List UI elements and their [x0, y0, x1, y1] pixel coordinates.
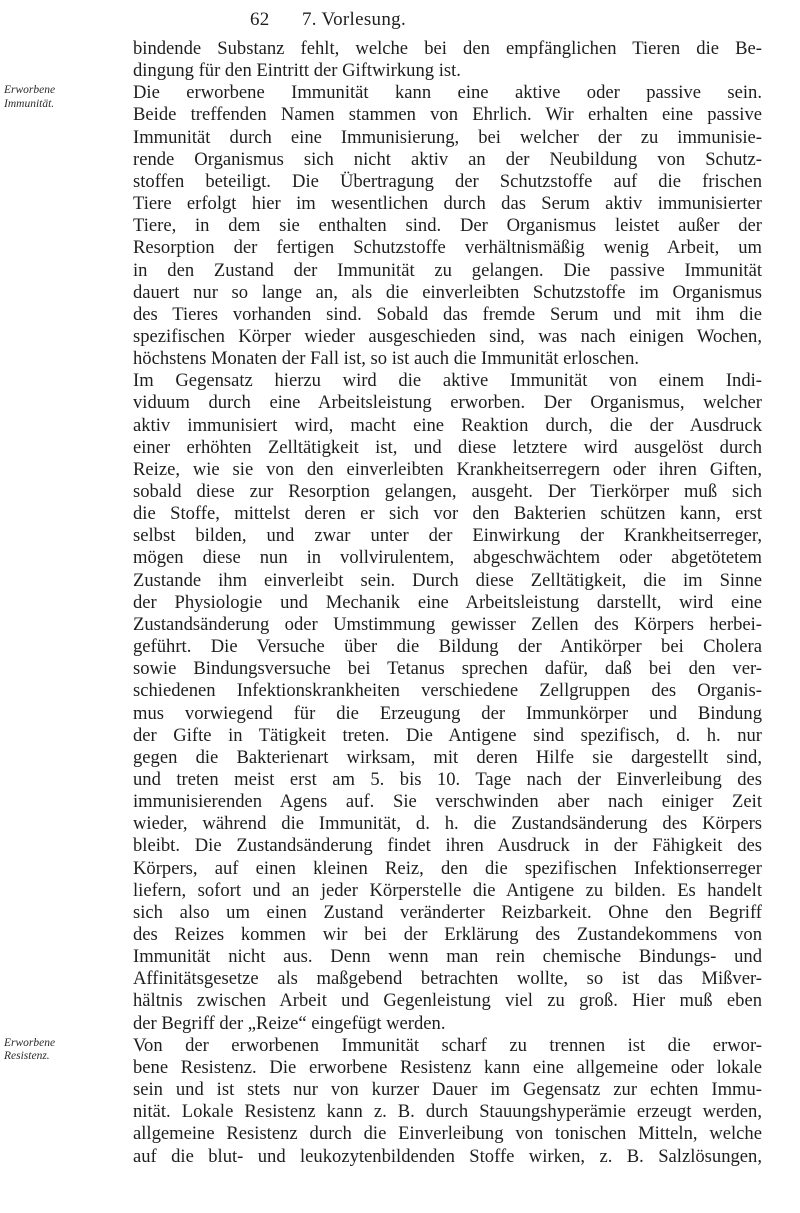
text-line: der Gifte in Tätigkeit treten. Die Antigene sind spezifisch, d. h. nur	[133, 724, 762, 746]
text-line: Körpers, auf einen kleinen Reiz, den die spezifischen Infektionserreger	[133, 857, 762, 879]
margin-note-line: Erworbene	[4, 1036, 56, 1049]
text-line: sich also um einen Zustand veränderter Reizbarkeit. Ohne den Begriff	[133, 901, 762, 923]
text-line: rende Organismus sich nicht aktiv an der Neubildung von Schutz-	[133, 148, 762, 170]
text-line: und treten meist erst am 5. bis 10. Tage nach der Einverleibung des	[133, 768, 762, 790]
text-line: viduum durch eine Arbeitsleistung erworben. Der Organismus, welcher	[133, 392, 762, 414]
running-header	[250, 9, 730, 33]
text-line: mögen diese nun in vollvirulentem, abgeschwächtem oder abgetötetem	[133, 547, 762, 569]
text-line: Zustandsänderung oder Umstimmung gewisser Zellen des Körpers herbei-	[133, 613, 762, 635]
margin-note-line: Immunität.	[4, 97, 55, 110]
text-line: sein und ist stets nur von kurzer Dauer im Gegensatz zur echten Immu-	[133, 1079, 762, 1101]
text-line: einer erhöhten Zelltätigkeit ist, und diese letztere wird ausgelöst durch	[133, 436, 762, 458]
page-number: 62	[250, 9, 270, 30]
text-line: stoffen beteiligt. Die Übertragung der Schutzstoffe auf die frischen	[133, 170, 762, 192]
text-line: spezifischen Körper wieder ausgeschieden sind, was nach einigen Wochen,	[133, 325, 762, 347]
text-line: Resorption der fertigen Schutzstoffe verhältnismäßig wenig Arbeit, um	[133, 237, 762, 259]
text-line: Immunität nicht aus. Denn wenn man rein chemische Bindungs- und	[133, 946, 762, 968]
text-line: sobald diese zur Resorption gelangen, ausgeht. Der Tierkörper muß sich	[133, 481, 762, 502]
text-line: auf die blut- und leukozytenbildenden Stoffe wirken, z. B. Salzlösungen,	[133, 1145, 762, 1167]
text-line: höchstens Monaten der Fall ist, so ist auch die Immunität erloschen.	[133, 348, 640, 370]
text-line: hältnis zwischen Arbeit und Gegenleistung viel zu groß. Hier muß eben	[133, 990, 762, 1012]
text-line: Affinitätsgesetze als maßgebend betrachten wollte, so ist das Mißver-	[133, 968, 762, 990]
text-line: nität. Lokale Resistenz kann z. B. durch Stauungshyperämie erzeugt werden,	[133, 1101, 762, 1123]
text-line: der Physiologie und Mechanik eine Arbeitsleistung darstellt, wird eine	[133, 591, 762, 613]
margin-note	[4, 1037, 132, 1064]
margin-note-line: Resistenz.	[4, 1050, 50, 1063]
text-line: der Begriff der „Reize“ eingefügt werden.	[133, 1012, 446, 1034]
margin-note	[4, 84, 132, 111]
text-line: aktiv immunisiert wird, macht eine Reaktion durch, die der Ausdruck	[133, 414, 762, 436]
text-line: immunisierenden Agens auf. Sie verschwinden aber nach einiger Zeit	[133, 791, 762, 813]
text-line: dauert nur so lange an, als die einverleibten Schutzstoffe im Organismus	[133, 281, 762, 303]
text-line: Die erworbene Immunität kann eine aktive oder passive sein.	[133, 82, 762, 104]
text-line: allgemeine Resistenz durch die Einverleibung von tonischen Mitteln, welche	[133, 1123, 762, 1145]
text-line: des Reizes kommen wir bei der Erklärung des Zustandekommens von	[133, 924, 762, 945]
text-line: des Tieres vorhanden sind. Sobald das fremde Serum und mit ihm die	[133, 303, 762, 325]
text-line: Tiere erfolgt hier im wesentlichen durch das Serum aktiv immunisierter	[133, 193, 762, 215]
text-line: Reize, wie sie von den einverleibten Krankheitserregern oder ihren Giften,	[133, 458, 762, 480]
text-line: Tiere, in dem sie enthalten sind. Der Organismus leistet außer der	[133, 215, 762, 237]
text-line: bene Resistenz. Die erworbene Resistenz kann eine allgemeine oder lokale	[133, 1056, 762, 1078]
text-line: dingung für den Eintritt der Giftwirkung ist.	[133, 60, 461, 82]
text-line: mus vorwiegend für die Erzeugung der Immunkörper und Bindung	[133, 702, 762, 724]
text-line: geführt. Die Versuche über die Bildung der Antikörper bei Cholera	[133, 636, 762, 658]
text-line: gegen die Bakterienart wirksam, mit deren Hilfe sie dargestellt sind,	[133, 746, 762, 768]
text-line: bleibt. Die Zustandsänderung findet ihren Ausdruck in der Fähigkeit des	[133, 835, 762, 857]
text-line: in den Zustand der Immunität zu gelangen. Die passive Immunität	[133, 259, 762, 281]
text-line: Zustande ihm einverleibt sein. Durch diese Zelltätigkeit, die im Sinne	[133, 569, 762, 591]
text-line: sowie Bindungsversuche bei Tetanus sprechen dafür, daß bei den ver-	[133, 658, 762, 680]
chapter-title: 7. Vorlesung.	[302, 9, 407, 30]
text-line: liefern, sofort und an jeder Körperstelle die Antigene zu bilden. Es handelt	[133, 879, 762, 901]
text-line: Im Gegensatz hierzu wird die aktive Immunität von einem Indi-	[133, 370, 762, 392]
text-line: Von der erworbenen Immunität scharf zu trennen ist die erwor-	[133, 1034, 762, 1056]
text-line: bindende Substanz fehlt, welche bei den empfänglichen Tieren die Be-	[133, 38, 762, 59]
text-line: Immunität durch eine Immunisierung, bei welcher der zu immunisie-	[133, 126, 762, 148]
margin-note-line: Erworbene	[4, 84, 56, 97]
text-line: Beide treffenden Namen stammen von Ehrlich. Wir erhalten eine passive	[133, 104, 762, 126]
text-line: die Stoffe, mittelst deren er sich vor den Bakterien schützen kann, erst	[133, 503, 762, 525]
text-line: wieder, während die Immunität, d. h. die Zustandsänderung des Körpers	[133, 813, 762, 835]
text-line: schiedenen Infektionskrankheiten verschiedene Zellgruppen des Organis-	[133, 680, 762, 702]
text-line: selbst bilden, und zwar unter der Einwirkung der Krankheitserreger,	[133, 525, 762, 547]
